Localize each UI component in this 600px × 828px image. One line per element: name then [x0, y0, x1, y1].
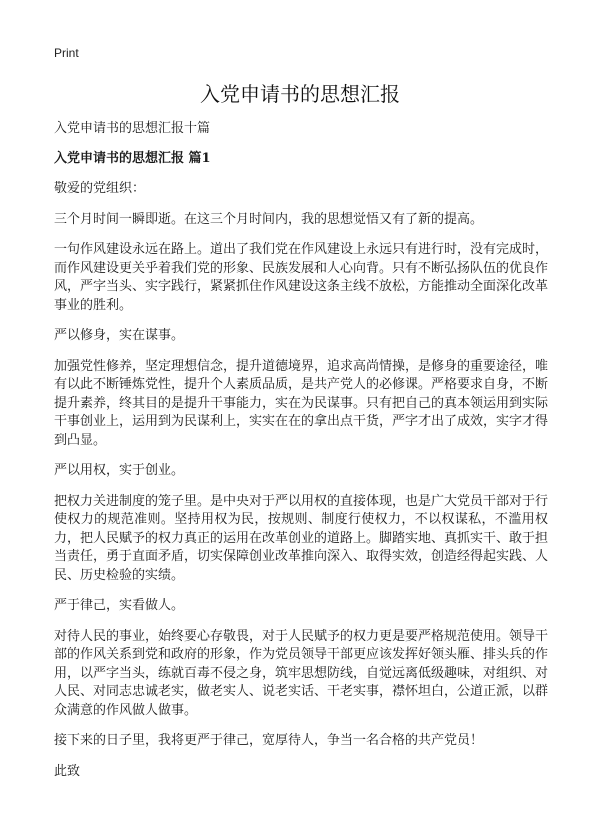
paragraph-resolution: 接下来的日子里，我将更严于律己，宽厚待人，争当一名合格的共产党员！	[54, 733, 484, 748]
subheading-self-discipline: 严于律己，实看做人。	[54, 598, 185, 613]
print-link[interactable]: Print	[54, 46, 79, 60]
salutation: 敬爱的党组织：	[54, 181, 146, 196]
paragraph-style-building: 一句作风建设永远在路上。道出了我们党在作风建设上永远只有进行时，没有完成时，而作风建设更关乎着我们党的形象、民族发展和人心向背。只有不断弘扬队伍的优良作风，严字当头、实字践行，紧紧抓住作风建设这条主线不放松，方能推动全面深化改革事业的胜利。	[54, 242, 549, 313]
paragraph-self-discipline: 对待人民的事业，始终要心存敬畏，对于人民赋予的权力更是要严格规范使用。领导干部的作风关系到党和政府的形象，作为党员领导干部更应该发挥好领头雁、排头兵的作用，以严字当头，练就百毒不侵之身，筑牢思想防线，自觉远离低级趣味，对组织、对人民、对同志忠诚老实，做老实人、说老实话、干老实事，襟怀坦白，公道正派，以群众满意的作风做人做事。	[54, 628, 549, 718]
paragraph-intro: 三个月时间一瞬即逝。在这三个月时间内，我的思想觉悟又有了新的提高。	[54, 211, 484, 227]
document-subtitle: 入党申请书的思想汇报十篇	[54, 121, 211, 136]
document-body	[54, 120, 548, 793]
closing-salutation: 此致	[54, 763, 81, 779]
section-heading: 入党申请书的思想汇报 篇1	[54, 151, 211, 166]
paragraph-self-cultivation: 加强党性修养，坚定理想信念，提升道德境界，追求高尚情操，是修身的重要途径，唯有以此不断锤炼党性，提升个人素质品质，是共产党人的必修课。严格要求自身，不断提升素养，终其目的是提升干事能力，实在为民谋事。只有把自己的真本领运用到实际干事创业上，运用到为民谋利上，实实在在的拿出点干货，严字才出了成效，实字才得到凸显。	[54, 358, 549, 448]
paragraph-use-of-power: 把权力关进制度的笼子里。是中央对于严以用权的直接体现，也是广大党员干部对于行使权力的规范准则。坚持用权为民，按规则、制度行使权力，不以权谋私，不滥用权力，把人民赋予的权力真正的运用在改革创业的道路上。脚踏实地、真抓实干、敢于担当责任，勇于直面矛盾，切实保障创业改革推向深入、取得实效，创造经得起实践、人民、历史检验的实绩。	[54, 493, 549, 583]
subheading-use-of-power: 严以用权，实于创业。	[54, 463, 185, 478]
subheading-self-cultivation: 严以修身，实在谋事。	[54, 328, 185, 343]
page-title: 入党申请书的思想汇报	[200, 82, 400, 106]
